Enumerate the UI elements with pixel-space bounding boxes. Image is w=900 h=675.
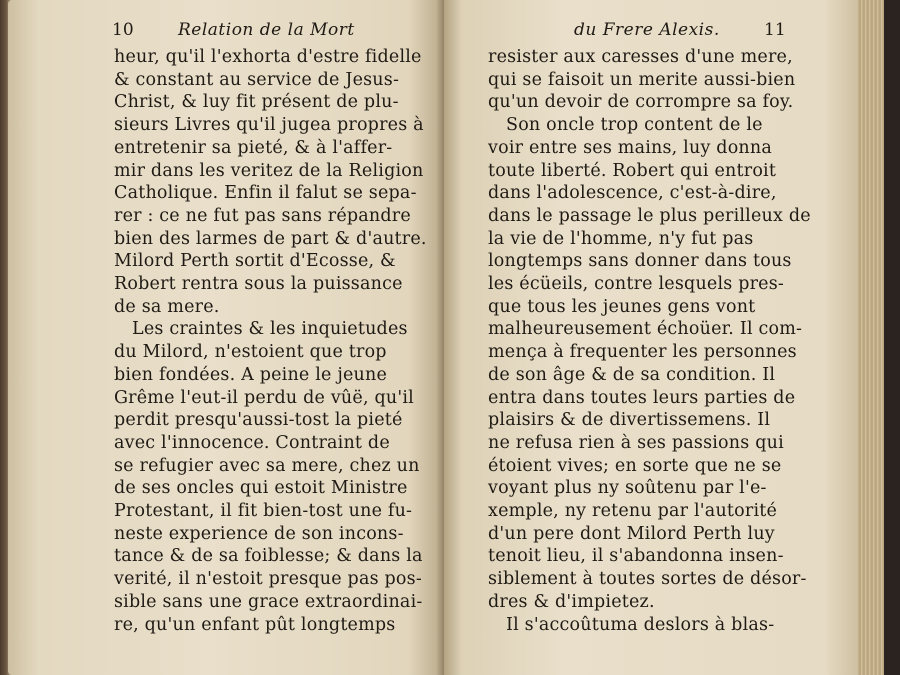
text-line: étoient vives; en sorte que ne se [488,455,782,476]
text-line: dans l'adolescence, c'est-à-dire, [488,183,777,204]
text-line: sible sans une grace extraordinai- [114,591,423,612]
text-line: Protestant, il fit bien-tost une fu- [114,501,413,522]
text-line: plaisirs & de divertissemens. Il [488,410,771,431]
text-line: siblement à toutes sortes de désor- [488,569,807,590]
text-line: & constant au service de Jesus- [114,69,400,90]
left-running-head: Relation de la Mort [178,20,355,40]
right-running-head: du Frere Alexis. [574,20,720,40]
text-line: neste experience de son incons- [114,523,404,544]
text-line: mir dans les veritez de la Religion [114,160,424,181]
text-line: xemple, ny retenu par l'autorité [488,501,778,522]
text-line: verité, il n'estoit presque pas pos- [114,569,422,590]
text-line: de ses oncles qui estoit Ministre [114,478,408,499]
text-line: dres & d'impietez. [488,591,655,612]
text-line: Grême l'eut-il perdu de vûë, qu'il [114,387,414,408]
text-line: de sa mere. [114,296,220,317]
left-folio: 10 [112,20,134,40]
text-line: entra dans toutes leurs parties de [488,387,796,408]
text-line: rer : ce ne fut pas sans répandre [114,205,411,226]
text-line: que tous les jeunes gens vont [488,296,756,317]
text-line: voyant plus ny soûtenu par l'e- [488,478,767,499]
text-line: du Milord, n'estoient que trop [114,342,387,363]
text-line: voir entre ses mains, luy donna [488,137,773,158]
text-line: la vie de l'homme, n'y fut pas [488,228,754,249]
text-line: Les craintes & les inquietudes [132,319,408,340]
text-line: dans le passage le plus perilleux de [488,205,811,226]
text-line: se refugier avec sa mere, chez un [114,455,420,476]
text-line: avec l'innocence. Contraint de [114,432,390,453]
text-line: entretenir sa pieté, & à l'affer- [114,137,393,158]
text-line: de son âge & de sa condition. Il [488,364,776,385]
text-line: re, qu'un enfant pût longtemps [114,614,396,635]
text-line: d'un pere dont Milord Perth luy [488,523,775,544]
text-line: bien fondées. A peine le jeune [114,364,388,385]
text-line: qu'un devoir de corrompre sa foy. [488,92,794,113]
text-line: Milord Perth sortit d'Ecosse, & [114,251,396,272]
text-line: les écüeils, contre lesquels pres- [488,274,785,295]
text-line: perdit presqu'aussi-tost la pieté [114,410,403,431]
text-line: tance & de sa foiblesse; & dans la [114,546,423,567]
text-line: toute liberté. Robert qui entroit [488,160,777,181]
text-line: heur, qu'il l'exhorta d'estre fidelle [114,47,422,67]
text-line: sieurs Livres qu'il jugea propres à [114,115,424,136]
text-line: Christ, & luy fit présent de plu- [114,92,399,113]
right-folio: 11 [764,20,786,40]
text-line: ne refusa rien à ses passions qui [488,432,784,453]
text-line: qui se faisoit un merite aussi-bien [488,69,796,90]
left-page [8,0,444,675]
cover-edge [884,0,900,675]
right-page [444,0,862,675]
left-body-text [114,46,427,636]
text-line: mença à frequenter les personnes [488,342,797,363]
text-line: longtemps sans donner dans tous [488,251,792,272]
text-line: bien des larmes de part & d'autre. [114,228,427,249]
text-line: Catholique. Enfin il falut se sepa- [114,183,417,204]
text-line: Il s'accoûtuma deslors à blas- [506,614,775,635]
text-line: tenoit lieu, il s'abandonna insen- [488,546,784,567]
text-line: Robert rentra sous la puissance [114,274,403,295]
text-line: resister aux caresses d'une mere, [488,47,793,67]
text-line: Son oncle trop content de le [506,115,763,136]
text-line: malheureusement échoüer. Il com- [488,319,803,340]
right-body-text [488,46,811,636]
